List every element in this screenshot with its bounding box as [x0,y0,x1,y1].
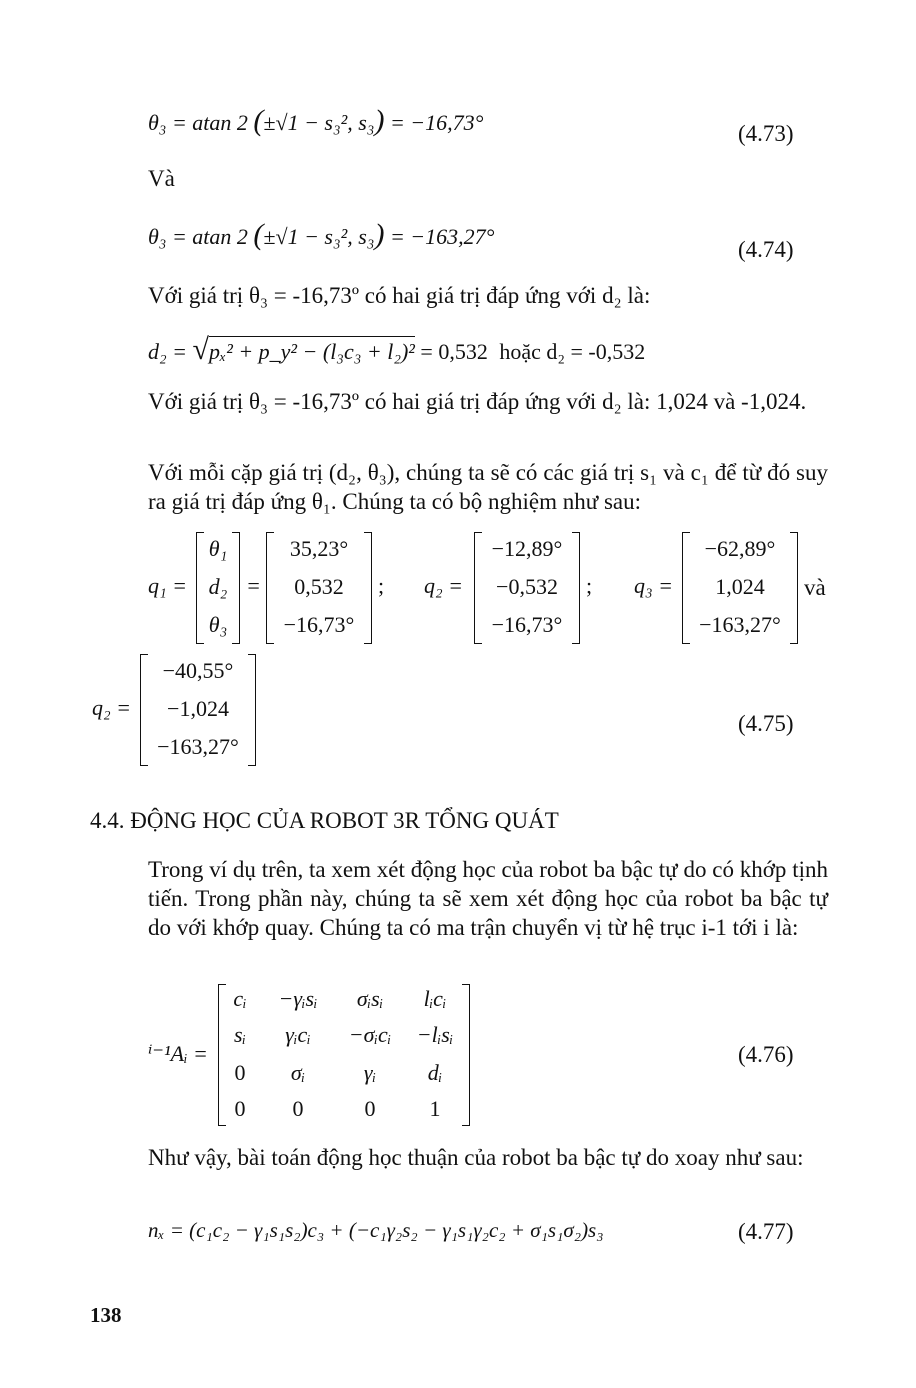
paragraph-3r-intro [90,855,828,942]
paragraph-text: Trong ví dụ trên, ta xem xét động học của robot ba bậc tự do có khớp tịnh tiến. Trong phần này, chúng ta sẽ xem xét động học của robot ba bậc tự do với khớp quay. Chúng ta có ma trận chuyển vị từ hệ trục i-1 tới i là: [148,857,828,940]
eq474-rhs: = −163,27° [389,224,495,249]
matrix-cell: −γᵢsᵢ [278,986,318,1011]
equation-number-4-76: (4.76) [738,1042,794,1067]
eq473-inner: ±√1 − s₃², s₃ [263,110,375,135]
q2b-value: −163,27° [157,734,239,759]
matrix-cell: −σᵢcᵢ [348,1022,392,1047]
equation-number-4-77: (4.77) [738,1219,794,1244]
matrix-cell: 0 [234,1060,246,1085]
paragraph-text: Như vậy, bài toán động học thuận của robot ba bậc tự do xoay như sau: [148,1145,804,1170]
equation-4-74: θ₃ = atan 2 (±√1 − s₃², s₃) = −163,27° [148,218,495,251]
d2-radicand: pₓ² + p_y² − (l₃c₃ + l₂)² [209,336,415,364]
matrix-cell: sᵢ [233,1022,247,1047]
book-page: θ₃ = atan 2 (±√1 − s₃², s₃) = −16,73° (4.73) Và θ₃ = atan 2 (±√1 − s₃², s₃) = −163,27° (4.74) Với giá trị θ₃ = -16,73º có hai giá trị đáp ứng với d₂ là: d₂ = √pₓ² + p_y² − (l₃c₃ + l₂)² = 0,532 hoặc d₂ = -0,532 Với giá trị θ₃ = -16,73º có hai giá trị đáp ứng với d₂ là: 1,024 và -1,024. Với mỗi cặp giá trị (d₂, θ₃), chúng ta sẽ có các giá trị s₁ và c₁ để từ đó suy ra giá trị đáp ứng θ₁. Chúng ta có bộ nghiệm như sau: q₁ = θ₁ d₂ θ₃ = 35,23° 0,532 −16,73° ; q₂ = −12,89° −0,532 −16,73° ; q₃ = −62,89° 1,024 −163,27° và q₂ = −40,55° −1,024 −163,27° (4.75) 4.4. ĐỘNG HỌC CỦA ROBOT 3R TỔNG QUÁT Trong ví dụ trên, ta xem xét động học của robot ba bậc tự do có khớp tịnh tiến. Trong phần này, chúng ta sẽ xem xét động học của robot ba bậc tự do với khớp quay. Chúng ta có ma trận chuyển vị từ hệ trục i-1 tới i là: ⁱ⁻¹Aᵢ = cᵢ −γᵢsᵢ σᵢsᵢ lᵢcᵢ sᵢ γᵢcᵢ −σᵢcᵢ −lᵢsᵢ 0 σᵢ γᵢ dᵢ 0 0 0 1 (4.76) Như vậy, bài toán động học thuận của robot ba bậc tự do xoay như sau: nₓ = (c₁c₂ − γ₁s₁s₂)c₃ + (−c₁γ₂s₂ − γ₁s₁γ₂c₂ + σ₁s₁σ₂)s₃ (4.77) 138 [90,104,828,1327]
q2b-value: −40,55° [162,658,234,683]
equation-number-4-73: (4.73) [738,121,794,146]
equation-number-4-75: (4.75) [738,711,794,736]
matrix-cell: dᵢ [427,1060,443,1085]
paragraph-second-solution [90,387,828,416]
matrix-cell: −lᵢsᵢ [416,1022,454,1047]
matrix-cell: γᵢ [363,1060,377,1085]
paragraph-forward-kinematics [90,1143,828,1172]
d2-lhs: d₂ = [148,339,187,364]
equation-4-77: nₓ = (c₁c₂ − γ₁s₁s₂)c₃ + (−c₁γ₂s₂ − γ₁s₁γ₂c₂ + σ₁s₁σ₂)s₃ [148,1218,604,1242]
q2-value: −16,73° [491,612,563,637]
q1-vector [266,532,372,644]
separator: ; [378,573,385,598]
eq473-lhs: θ₃ = atan 2 [148,110,248,135]
q3-vector [682,532,798,644]
transform-lhs: ⁱ⁻¹Aᵢ = [148,1041,208,1066]
q3-value: 1,024 [715,574,765,599]
q3-label: q₃ = [634,573,673,598]
q2-vector [474,532,580,644]
matrix-cell: 0 [364,1096,376,1121]
vector-q-d2: d₂ [208,574,228,599]
q2b-label: q₂ = [92,695,131,720]
q2-value: −0,532 [496,574,558,599]
equation-4-73: θ₃ = atan 2 (±√1 − s₃², s₃) = −16,73° [148,104,484,137]
matrix-cell: σᵢsᵢ [356,986,384,1011]
section-heading: 4.4. ĐỘNG HỌC CỦA ROBOT 3R TỔNG QUÁT [90,808,559,833]
paragraph-text: Với giá trị θ₃ = -16,73º có hai giá trị đáp ứng với d₂ là: [148,283,651,308]
d2-formula: d₂ = √pₓ² + p_y² − (l₃c₃ + l₂)² = 0,532 hoặc d₂ = -0,532 [148,333,646,366]
eq474-lhs: θ₃ = atan 2 [148,224,248,249]
separator: ; [586,573,593,598]
matrix-cell: 0 [292,1096,304,1121]
transform-matrix [218,984,470,1126]
d2-alternative: hoặc d₂ = -0,532 [499,339,646,364]
vector-q-symbolic [196,532,240,644]
q2-label: q₂ = [424,573,463,598]
matrix-cell: 0 [234,1096,246,1121]
paragraph-solution-set [90,458,828,516]
q1-value: 35,23° [289,536,349,561]
matrix-cell: 1 [429,1096,441,1121]
equation-number-4-74: (4.74) [738,237,794,262]
paragraph-text: Với giá trị θ₃ = -16,73º có hai giá trị đáp ứng với d₂ là: 1,024 và -1,024. [148,389,807,414]
q3-value: −163,27° [699,612,781,637]
q2b-value: −1,024 [167,696,229,721]
matrix-cell: γᵢcᵢ [285,1022,311,1047]
paragraph-text: Với mỗi cặp giá trị (d₂, θ₃), chúng ta sẽ có các giá trị s₁ và c₁ để từ đó suy ra giá trị đáp ứng θ₁. Chúng ta có bộ nghiệm như sau: [148,460,828,514]
vector-q-theta3: θ₃ [208,612,228,637]
conjunction-va-small: và [804,575,826,600]
matrix-cell: σᵢ [290,1060,306,1085]
matrix-cell: cᵢ [233,986,247,1011]
matrix-cell: lᵢcᵢ [423,986,447,1011]
paragraph-theta3-d2 [90,281,828,310]
vector-q-theta1: θ₁ [208,536,228,561]
page-number: 138 [90,1303,122,1327]
conjunction-va: Và [148,166,175,191]
q1-label: q₁ = [148,573,187,598]
eq474-inner: ±√1 − s₃², s₃ [263,224,375,249]
q2-value: −12,89° [491,536,563,561]
d2-rhs: = 0,532 [420,339,488,364]
q2b-vector [140,654,256,766]
q1-value: −16,73° [283,612,355,637]
eq473-rhs: = −16,73° [389,110,484,135]
q3-value: −62,89° [704,536,776,561]
q1-value: 0,532 [294,574,344,599]
